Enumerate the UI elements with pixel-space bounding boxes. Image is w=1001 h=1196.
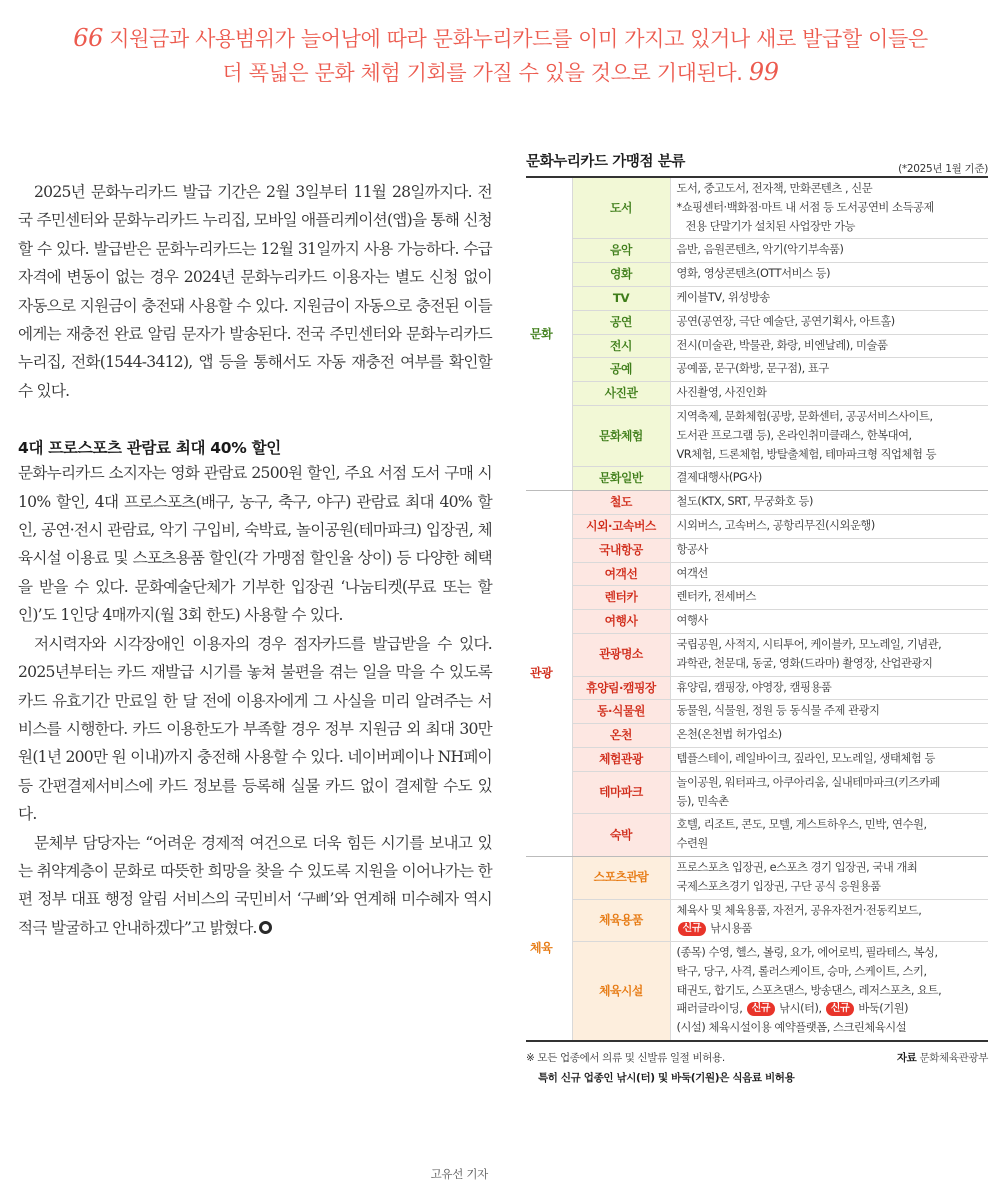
new-badge: 신규 — [678, 922, 706, 936]
category-desc — [670, 771, 988, 814]
desc-line: 도서, 중고도서, 전자책, 만화콘텐츠 , 신문 — [676, 182, 873, 195]
category-photo-studio: 사진관 — [572, 382, 670, 406]
desc-line — [677, 1000, 985, 1019]
paragraph-4-text: 문체부 담당자는 “어려운 경제적 여건으로 더욱 힘든 시기를 보내고 있는 취약계층이 문화로 따뜻한 희망을 찾을 수 있도록 지원을 이어나가는 한편 정부 대표 행정 알림 서비스의 국민비서 ‘구삐’와 연계해 미수혜자 역시 적극 발굴하고 안내하겠다”고 밝혔다. — [18, 833, 492, 937]
table-row — [526, 310, 988, 334]
table-row — [526, 358, 988, 382]
desc-text: 낚시용품 — [710, 922, 752, 936]
table-basis-date: (*2025년 1월 기준) — [898, 163, 988, 175]
category-experience-tour: 체험관광 — [572, 747, 670, 771]
desc-line: (종목) 수영, 헬스, 볼링, 요가, 에어로빅, 필라테스, 복싱, — [676, 946, 938, 960]
category-exhibition: 전시 — [572, 334, 670, 358]
table-row — [526, 538, 988, 562]
table-row — [526, 405, 988, 466]
table-row — [526, 747, 988, 771]
category-desc — [670, 177, 988, 239]
desc-text: 바둑(기원) — [858, 1002, 909, 1016]
table-row — [526, 239, 988, 263]
category-desc: 결제대행사(PG사) — [670, 467, 988, 491]
table-row — [526, 382, 988, 406]
category-desc: 여행사 — [670, 610, 988, 634]
merchant-category-table — [526, 176, 988, 1042]
desc-line: 태권도, 합기도, 스포츠댄스, 방송댄스, 레저스포츠, 요트, — [676, 983, 942, 997]
new-badge: 신규 — [826, 1002, 854, 1016]
category-bus: 시외·고속버스 — [572, 514, 670, 538]
category-desc — [670, 942, 988, 1041]
table-footnotes — [526, 1050, 988, 1090]
desc-text: 패러글라이딩, — [676, 1002, 743, 1016]
table-row — [526, 942, 988, 1041]
table-source — [897, 1050, 988, 1065]
category-desc: 동물원, 식물원, 정원 등 동식물 주제 관광지 — [670, 700, 988, 724]
table-title: 문화누리카드 가맹점 분류 — [526, 154, 685, 170]
category-desc: 렌터카, 전세버스 — [670, 586, 988, 610]
desc-line: 도서관 프로그램 등), 온라인취미클래스, 한복대여, — [676, 428, 912, 442]
table-row — [526, 856, 988, 899]
desc-line: (시설) 체육시설이용 예약플랫폼, 스크린체육시설 — [676, 1021, 907, 1035]
table-row — [526, 724, 988, 748]
category-desc: 항공사 — [670, 538, 988, 562]
category-craft: 공예 — [572, 358, 670, 382]
table-row — [526, 610, 988, 634]
desc-line: 놀이공원, 워터파크, 아쿠아리움, 실내테마파크(키즈카페 — [676, 775, 940, 789]
category-desc: 사진촬영, 사진인화 — [670, 382, 988, 406]
category-lodging: 숙박 — [572, 814, 670, 857]
desc-line: 탁구, 당구, 사격, 롤러스케이트, 승마, 스케이트, 스키, — [676, 964, 927, 978]
quote-text-1: 지원금과 사용범위가 늘어남에 따라 문화누리카드를 이미 가지고 있거나 새로 발급할 이들은 — [109, 27, 928, 51]
category-culture-general: 문화일반 — [572, 467, 670, 491]
category-movie: 영화 — [572, 263, 670, 287]
category-desc: 공예품, 문구(화방, 문구점), 표구 — [670, 358, 988, 382]
category-performance: 공연 — [572, 310, 670, 334]
section-subheading: 4대 프로스포츠 관람료 최대 40% 할인 — [18, 439, 281, 458]
desc-text: 낚시(터), — [779, 1002, 822, 1016]
category-theme-park: 테마파크 — [572, 771, 670, 814]
close-quote-mark: 99 — [748, 58, 779, 86]
article-body — [18, 178, 492, 1186]
category-travel-agency: 여행사 — [572, 610, 670, 634]
pull-quote — [0, 22, 1001, 90]
quote-line-2 — [0, 56, 1001, 90]
desc-line: 국립공원, 사적지, 시티투어, 케이블카, 모노레일, 기념관, — [676, 637, 942, 651]
category-ferry: 여객선 — [572, 562, 670, 586]
group-sports: 체육 — [526, 856, 572, 1041]
category-tv: TV — [572, 286, 670, 310]
open-quote-mark: 66 — [73, 24, 104, 52]
desc-line: VR체험, 드론체험, 방탈출체험, 테마파크형 직업체험 등 — [676, 447, 937, 461]
desc-line: 등), 민속촌 — [676, 794, 729, 808]
byline: 고유선 기자 — [430, 1167, 488, 1181]
category-desc: 시외버스, 고속버스, 공항리무진(시외운행) — [670, 514, 988, 538]
paragraph-4 — [18, 829, 492, 943]
category-desc — [670, 633, 988, 676]
category-desc: 전시(미술관, 박물관, 화랑, 비엔날레), 미술품 — [670, 334, 988, 358]
paragraph-1: 2025년 문화누리카드 발급 기간은 2월 3일부터 11월 28일까지다. 전국 주민센터와 문화누리카드 누리집, 모바일 애플리케이션(앱)을 통해 신청할 수 있다. 발급받은 문화누리카드는 12월 31일까지 사용 가능하다. 수급 자격에 변동이 없는 경우 2024년 문화누리카드 이용자는 별도 신청 없이 자동으로 지원금이 충전돼 사용할 수 있다. 지원금이 자동으로 충전된 이들에게는 재충전 완료 알림 문자가 발송된다. 전국 주민센터와 문화누리카드 누리집, 전화(1544-3412), 앱 등을 통해서도 자동 재충전 여부를 확인할 수 있다. — [18, 183, 492, 400]
source-label: 자료 — [896, 1052, 917, 1065]
table-row — [526, 700, 988, 724]
desc-line: 전용 단말기가 설치된 사업장만 가능 — [685, 219, 856, 233]
end-mark-icon — [259, 921, 272, 934]
table-row — [526, 263, 988, 287]
category-desc: 휴양림, 캠핑장, 야영장, 캠핑용품 — [670, 676, 988, 700]
table-row — [526, 177, 988, 239]
table-row — [526, 514, 988, 538]
group-culture: 문화 — [526, 177, 572, 491]
table-row — [526, 814, 988, 857]
category-music: 음악 — [572, 239, 670, 263]
table-row — [526, 899, 988, 942]
paragraph-3: 저시력자와 시각장애인 이용자의 경우 점자카드를 발급받을 수 있다. 2025년부터는 카드 재발급 시기를 놓쳐 불편을 겪는 일을 막을 수 있도록 카드 유효기간 만료일 한 달 전에 이용자에게 그 사실을 미리 알려주는 서비스를 시행한다. 카드 이용한도가 부족할 경우 정부 지원금 외 최대 30만 원(1년 200만 원 이내)까지 충전해 사용할 수 있다. 네이버페이나 NH페이 등 간편결제서비스에 카드 정보를 등록해 실물 카드 없이 결제할 수도 있다. — [18, 634, 492, 824]
table-row — [526, 334, 988, 358]
table-row — [526, 467, 988, 491]
category-zoo-garden: 동·식물원 — [572, 700, 670, 724]
category-rental-car: 렌터카 — [572, 586, 670, 610]
table-header — [526, 150, 988, 176]
desc-line: 수련원 — [676, 837, 708, 851]
desc-line: 프로스포츠 입장권, e스포츠 경기 입장권, 국내 개최 — [676, 860, 918, 874]
desc-line: 국제스포츠경기 입장권, 구단 공식 응원용품 — [676, 879, 881, 893]
table-row — [526, 586, 988, 610]
category-desc: 온천(온천법 허가업소) — [670, 724, 988, 748]
table-row — [526, 771, 988, 814]
category-desc: 음반, 음원콘텐츠, 악기(악기부속품) — [670, 239, 988, 263]
group-tourism: 관광 — [526, 491, 572, 857]
desc-line: *쇼핑센터·백화점·마트 내 서점 등 도서공연비 소득공제 — [676, 200, 934, 214]
category-desc: 케이블TV, 위성방송 — [670, 286, 988, 310]
table-row — [526, 676, 988, 700]
table-row — [526, 286, 988, 310]
table-row — [526, 633, 988, 676]
desc-line: 과학관, 천문대, 동굴, 영화(드라마) 촬영장, 산업관광지 — [676, 656, 933, 670]
quote-text-2: 더 폭넓은 문화 체험 기회를 가질 수 있을 것으로 기대된다. — [222, 61, 743, 85]
category-sports-viewing: 스포츠관람 — [572, 856, 670, 899]
new-badge: 신규 — [747, 1002, 775, 1016]
category-forest-camping: 휴양림·캠핑장 — [572, 676, 670, 700]
category-desc — [670, 814, 988, 857]
desc-line: 체육사 및 체육용품, 자전거, 공유자전거·전동킥보드, — [676, 903, 922, 917]
desc-line — [677, 920, 985, 939]
category-desc — [670, 405, 988, 466]
desc-line: 지역축제, 문화체험(공방, 문화센터, 공공서비스사이트, — [676, 409, 933, 423]
desc-line: 호텔, 리조트, 콘도, 모텔, 게스트하우스, 민박, 연수원, — [676, 818, 927, 832]
category-airline: 국내항공 — [572, 538, 670, 562]
category-desc — [670, 899, 988, 942]
category-desc: 공연(공연장, 극단 예술단, 공연기획사, 아트홀) — [670, 310, 988, 334]
category-desc: 철도(KTX, SRT, 무궁화호 등) — [670, 491, 988, 515]
category-attractions: 관광명소 — [572, 633, 670, 676]
table-row — [526, 491, 988, 515]
footnote-1: ※ 모든 업종에서 의류 및 신발류 일절 비허용. — [526, 1052, 725, 1065]
category-desc: 여객선 — [670, 562, 988, 586]
category-sports-goods: 체육용품 — [572, 899, 670, 942]
merchant-table-box — [526, 150, 988, 1090]
category-hot-spring: 온천 — [572, 724, 670, 748]
category-books: 도서 — [572, 177, 670, 239]
category-desc — [670, 856, 988, 899]
paragraph-2: 문화누리카드 소지자는 영화 관람료 2500원 할인, 주요 서점 도서 구매 시 10% 할인, 4대 프로스포츠(배구, 농구, 축구, 야구) 관람료 최대 40% 할인, 공연·전시 관람료, 악기 구입비, 숙박료, 놀이공원(테마파크) 입장권, 체육시설 이용료 및 스포츠용품 할인(각 가맹점 할인율 상이) 등 다양한 혜택을 받을 수 있다. 문화예술단체가 기부한 입장권 ‘나눔티켓(무료 또는 할인)’도 1인당 4매까지(월 3회 한도) 사용할 수 있다. — [18, 464, 492, 625]
category-sports-facilities: 체육시설 — [572, 942, 670, 1041]
category-desc: 템플스테이, 레일바이크, 짚라인, 모노레일, 생태체험 등 — [670, 747, 988, 771]
footnote-2: 특히 신규 업종인 낚시(터) 및 바둑(기원)은 식음료 비허용 — [538, 1072, 795, 1085]
quote-line-1 — [0, 22, 1001, 56]
category-rail: 철도 — [572, 491, 670, 515]
table-row — [526, 562, 988, 586]
source-name: 문화체육관광부 — [919, 1052, 988, 1065]
category-culture-experience: 문화체험 — [572, 405, 670, 466]
category-desc: 영화, 영상콘텐츠(OTT서비스 등) — [670, 263, 988, 287]
